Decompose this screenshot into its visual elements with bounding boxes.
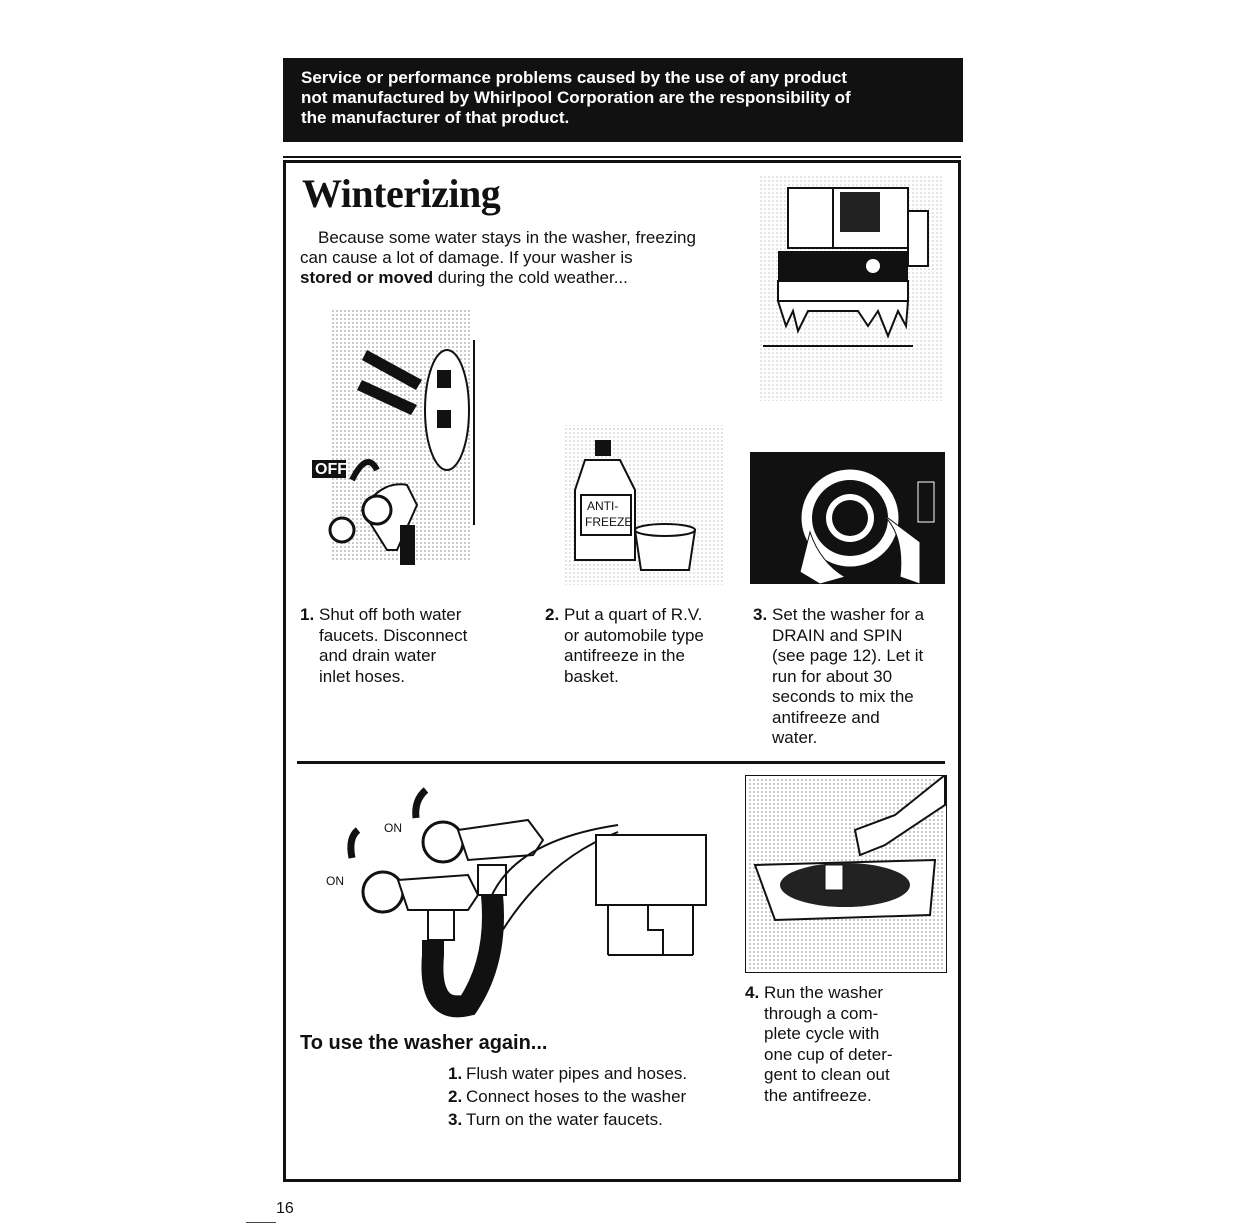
step-number: 3. [753, 605, 768, 624]
step-line: the antifreeze. [764, 1085, 872, 1105]
faucets-on-illustration [318, 780, 718, 1030]
antifreeze-label-2: FREEZE [585, 515, 633, 529]
warning-banner [283, 58, 963, 142]
step-number: 4. [745, 983, 760, 1002]
step-line: run for about 30 [772, 666, 893, 686]
step-number: 2. [448, 1087, 463, 1106]
step-line: inlet hoses. [319, 666, 405, 686]
section-divider [297, 761, 945, 764]
winter-step-3 [753, 605, 924, 749]
step-line: Shut off both water [319, 605, 462, 624]
step-text: Flush water pipes and hoses. [466, 1064, 688, 1083]
step-text: Turn on the water faucets. [466, 1110, 663, 1129]
step-line: and drain water [319, 646, 437, 665]
step-line: antifreeze in the [564, 646, 685, 665]
intro-line-2: can cause a lot of damage. If your washer is [300, 248, 633, 267]
step-line: Put a quart of R.V. [564, 605, 703, 624]
step-line: gent to clean out [764, 1065, 890, 1084]
step-number: 1. [448, 1064, 463, 1083]
step-number: 2. [545, 605, 560, 624]
step-line: one cup of deter- [764, 1044, 893, 1064]
step-text: Connect hoses to the washer [466, 1087, 687, 1106]
faucet-off-label: OFF [315, 461, 347, 478]
intro-paragraph [300, 228, 750, 288]
use-again-step-1 [448, 1064, 687, 1084]
antifreeze-illustration [565, 420, 730, 590]
step-line: (see page 12). Let it [772, 646, 924, 665]
step-line: basket. [564, 666, 619, 686]
step-line: Set the washer for a [772, 605, 925, 624]
step-line: seconds to mix the [772, 687, 914, 706]
intro-bold: stored or moved [300, 268, 434, 287]
antifreeze-label-1: ANTI- [587, 499, 619, 513]
step-line: DRAIN and SPIN [772, 625, 903, 645]
step-line: water. [772, 728, 818, 747]
step-4 [745, 983, 893, 1106]
step-line: plete cycle with [764, 1024, 880, 1043]
banner-line-2: not manufactured by Whirlpool Corporation are the responsibility of [301, 88, 851, 107]
winter-step-1 [300, 605, 467, 687]
intro-line-1: Because some water stays in the washer, freezing [318, 228, 696, 247]
step-line: through a com- [764, 1003, 879, 1023]
page-number: 16 [276, 1200, 294, 1217]
use-again-step-2 [448, 1087, 686, 1107]
faucet-on-label-1: ON [384, 821, 402, 835]
step-number: 3. [448, 1110, 463, 1129]
faucet-on-label-2: ON [326, 874, 344, 888]
banner-line-1: Service or performance problems caused by the use of any product [301, 68, 848, 87]
step-line: or automobile type [564, 625, 704, 645]
washer-tub-illustration [745, 775, 947, 973]
winter-step-2 [545, 605, 704, 687]
frozen-washer-illustration [748, 176, 948, 401]
step-line: faucets. Disconnect [319, 625, 468, 645]
step-line: antifreeze and [772, 707, 880, 727]
control-dial-illustration [750, 452, 945, 584]
panel-top-rule [283, 156, 961, 158]
section-title: Winterizing [302, 171, 501, 216]
step-number: 1. [300, 605, 315, 624]
step-line: Run the washer [764, 983, 884, 1002]
page-number-rule [246, 1222, 276, 1223]
intro-tail: during the cold weather... [433, 268, 628, 287]
use-again-step-3 [448, 1110, 663, 1130]
use-again-heading: To use the washer again... [300, 1032, 548, 1054]
faucet-off-illustration [312, 310, 487, 575]
banner-line-3: the manufacturer of that product. [301, 108, 570, 127]
